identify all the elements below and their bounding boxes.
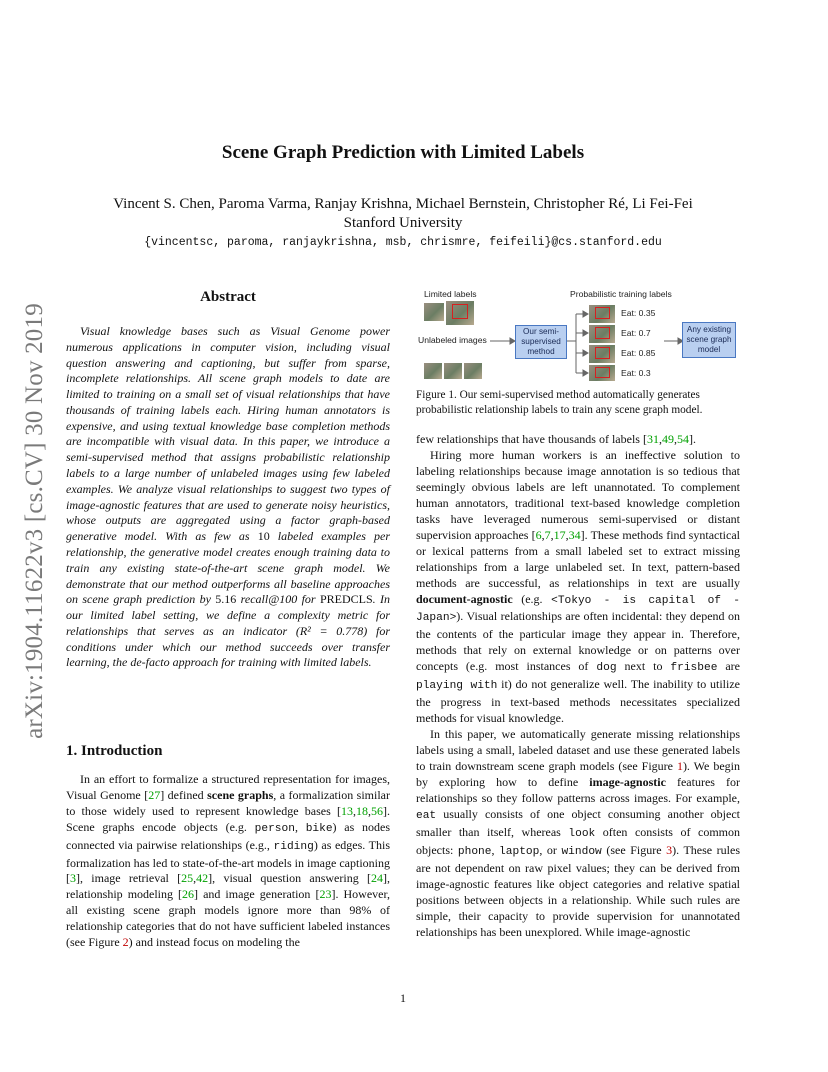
eat-score: Eat: 0.35 bbox=[621, 308, 656, 318]
paragraph-hiring: Hiring more human workers is an ineffective solution to labeling relationships because image annotation is so tedious that seemingly obvious labels are left unannotated. To complement human annotators, traditional text-based knowledge completion tasks have leveraged numerous semi-supervised or distant supervision approaches [6,7,17,34]. These methods find syntactical or lexical patterns from a small labeled set to extract missing relationships from a large unlabeled set. In text, pattern-based methods are successful, as relationships in text are usually document-agnostic (e.g. <Tokyo - is capital of - Japan>). Visual relationships are often incidental: they depend on the contents of the particular image they appear in. Therefore, methods that rely on external knowledge or on patterns over concepts (e.g. most instances of dog next to frisbee are playing with it) do not generalize well. The inability to utilize the progress in text-based methods necessitates specialized methods for visual knowledge. bbox=[416, 447, 741, 726]
paragraph-this-paper: In this paper, we automatically generate missing relationships labels using a small, labeled dataset and use these generated labels to train downstream scene graph models (see Figure 1). We begin by exploring how to define image-agnostic features for relationships so they follow patterns across images. For example, eat usually consists of one object consuming another object smaller than itself, whereas look often consists of common objects: phone, laptop, or window (see Figure 3). These rules are not dependent on raw pixel values; they can be derived from image-agnostic features like object categories and relative spatial positions between objects in a relationship. While such rules are simple, their capacity to provide supervision for unannotated relationships has been unexplored. While image-agnostic bbox=[416, 727, 741, 939]
figure-1 bbox=[416, 287, 740, 385]
figure-ref-link[interactable]: 2 bbox=[122, 935, 129, 950]
citation-link[interactable]: 18 bbox=[356, 803, 368, 818]
citation-link[interactable]: 13 bbox=[341, 803, 353, 818]
eat-score: Eat: 0.3 bbox=[621, 368, 651, 378]
abstract-text: Visual knowledge bases such as Visual Genome power numerous applications in computer vision, including visual question answering and captioning, but suffer from sparse, incomplete relationships. All scene graph models to date are limited to training on a small set of visual relationships that have thousands of training labels each. Hiring human annotators is expensive, and using textual knowledge base completion methods are incompatible with visual data. In this paper, we introduce a semi-supervised method that assigns probabilistic relationship labels to a large number of unlabeled images using few labeled examples. We analyze visual relationships to suggest two types of image-agnostic features that are used to generate noisy heuristics, whose outputs are aggregated using a factor graph-based generative model. With as few as 10 labeled examples per relationship, the generative model creates enough training data to train any existing state-of-the-art scene graph model. We demonstrate that our method outperforms all baseline approaches on scene graph prediction by 5.16 recall@100 for PREDCLS. In our limited label setting, we define a complexity metric for relationships that serves as an indicator (R² = 0.778) for conditions under which our method succeeds over transfer learning, the de-facto approach for training with limited labels. bbox=[66, 324, 391, 670]
label-unlabeled: Unlabeled images bbox=[418, 335, 487, 345]
arxiv-stamp-text: arXiv:1904.11622v3 [cs.CV] 30 Nov 2019 bbox=[21, 303, 48, 739]
author-list: Vincent S. Chen, Paroma Varma, Ranjay Krishna, Michael Bernstein, Christopher Ré, Li Fei-Fei bbox=[113, 196, 693, 212]
citation-link[interactable]: 24 bbox=[371, 871, 383, 886]
figure-1-caption: Figure 1. Our semi-supervised method automatically generates probabilistic relationship labels to train any scene graph model. bbox=[416, 389, 703, 416]
photo-thumbnail bbox=[446, 301, 474, 325]
citation-link[interactable]: 26 bbox=[182, 887, 195, 902]
paper-title: Scene Graph Prediction with Limited Labels bbox=[221, 142, 585, 163]
citation-link[interactable]: 27 bbox=[148, 787, 161, 802]
photo-thumbnail bbox=[589, 305, 615, 323]
right-column-text bbox=[416, 432, 740, 941]
photo-thumbnail bbox=[589, 325, 615, 343]
label-limited: Limited labels bbox=[424, 289, 477, 299]
abstract-heading: Abstract bbox=[200, 289, 256, 305]
citation-link[interactable]: 6 bbox=[535, 527, 542, 542]
photo-thumbnail bbox=[424, 363, 442, 379]
citation-link[interactable]: 34 bbox=[568, 527, 581, 542]
citation-link[interactable]: 7 bbox=[544, 527, 551, 542]
label-probabilistic: Probabilistic training labels bbox=[570, 289, 672, 299]
photo-thumbnail bbox=[424, 303, 444, 321]
photo-thumbnail bbox=[464, 363, 482, 379]
scene-graph-model-box: Any existing scene graph model bbox=[682, 322, 736, 358]
figure-ref-link[interactable]: 1 bbox=[676, 759, 683, 774]
introduction-paragraph: In an effort to formalize a structured representation for images, Visual Genome [27] defined scene graphs, a formalization similar to those widely used to represent knowledge bases [13,18,56]. Scene graphs encode objects (e.g. person, bike) as nodes connected via pairwise relationships (e.g., riding) as edges. This formalization has led to state-of-the-art models in image captioning [3], image retrieval [25,42], visual question answering [24], relationship modeling [26] and image generation [23]. However, all existing scene graph models ignore more than 98% of relationship categories that do not have sufficient labeled instances (see Figure 2) and instead focus on modeling the bbox=[66, 772, 391, 950]
eat-score: Eat: 0.7 bbox=[621, 328, 651, 338]
author-emails: {vincentsc, paroma, ranjaykrishna, msb, chrismre, feifeili}@cs.stanford.edu bbox=[144, 236, 662, 249]
figure-ref-link[interactable]: 3 bbox=[666, 842, 673, 857]
affiliation: Stanford University bbox=[343, 215, 463, 231]
photo-thumbnail bbox=[589, 365, 615, 381]
citation-link[interactable]: 42 bbox=[196, 871, 209, 886]
method-box: Our semi-supervised method bbox=[515, 325, 567, 359]
citation-link[interactable]: 23 bbox=[319, 887, 332, 902]
author-block bbox=[0, 195, 806, 233]
citation-link[interactable]: 17 bbox=[553, 527, 566, 542]
citation-link[interactable]: 31 bbox=[646, 432, 659, 446]
photo-thumbnail bbox=[444, 363, 462, 379]
citation-link[interactable]: 3 bbox=[70, 871, 76, 886]
citation-link[interactable]: 25 bbox=[181, 871, 194, 886]
citation-link[interactable]: 54 bbox=[676, 432, 689, 446]
paragraph-continuation: few relationships that have thousands of labels [31,49,54]. bbox=[416, 432, 696, 446]
citation-link[interactable]: 56 bbox=[371, 803, 383, 818]
arxiv-stamp bbox=[20, 282, 50, 760]
citation-link[interactable]: 49 bbox=[661, 432, 674, 446]
eat-score: Eat: 0.85 bbox=[621, 348, 656, 358]
section-heading-introduction: 1. Introduction bbox=[66, 743, 163, 759]
page-number: 1 bbox=[400, 991, 406, 1005]
photo-thumbnail bbox=[589, 345, 615, 363]
